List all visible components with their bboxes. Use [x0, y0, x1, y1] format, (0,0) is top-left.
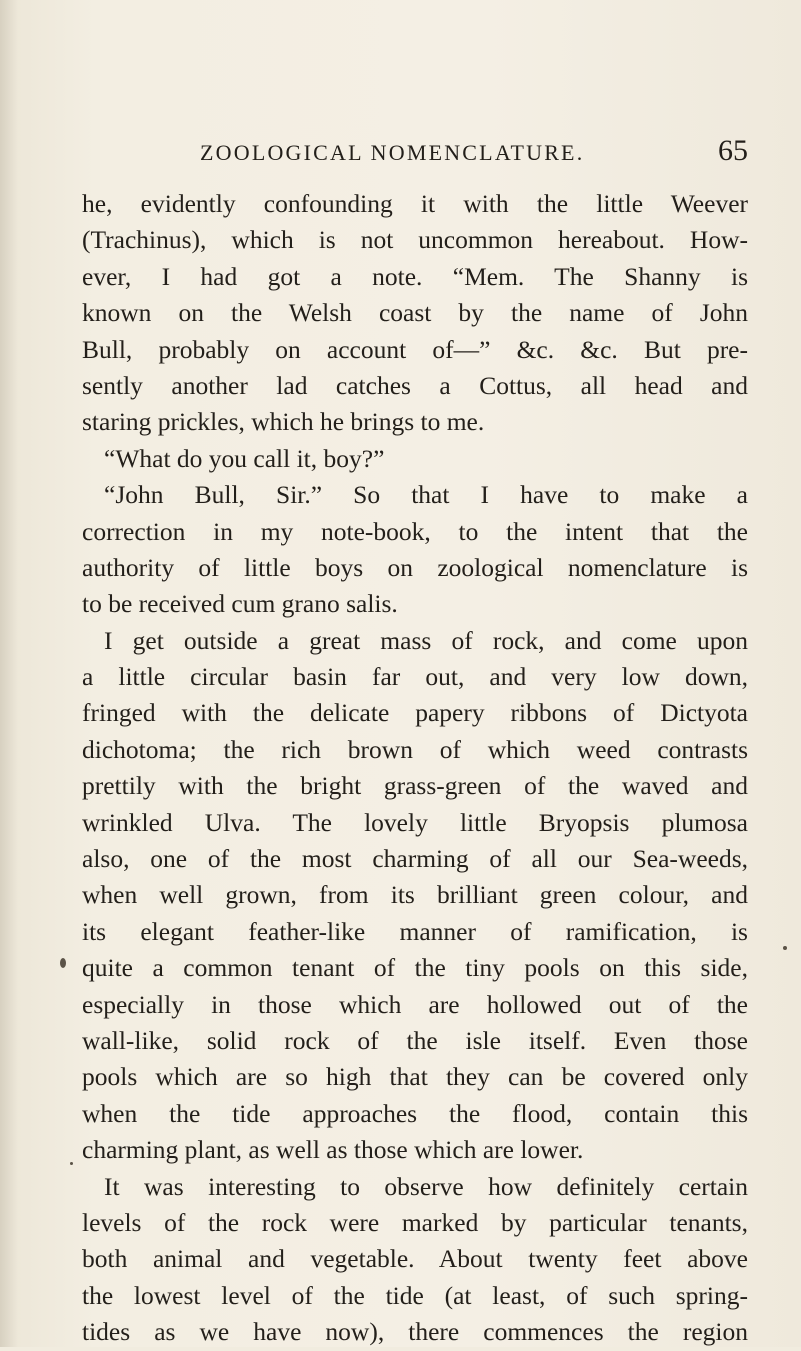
- text-line: charming plant, as well as those which are lower.: [82, 1135, 584, 1165]
- text-line: dichotoma; the rich brown of which weed contrasts: [82, 734, 748, 764]
- text-line: prettily with the bright grass-green of the waved and: [82, 771, 748, 801]
- text-line: especially in those which are hollowed out of the: [82, 989, 748, 1019]
- text-line: fringed with the delicate papery ribbons of Dictyota: [82, 698, 748, 728]
- text-line: wall-like, solid rock of the isle itself. Even those: [82, 1025, 748, 1055]
- print-speck: [60, 958, 66, 968]
- text-line: when well grown, from its brilliant green colour, and: [82, 880, 748, 910]
- text-line: tides as we have now), there commences the region: [82, 1317, 748, 1347]
- text-line: pools which are so high that they can be covered only: [82, 1062, 748, 1092]
- text-line: ever, I had got a note. “Mem. The Shanny is: [82, 261, 748, 291]
- text-line: a little circular basin far out, and very low down,: [82, 662, 748, 692]
- text-line: sently another lad catches a Cottus, all head and: [82, 370, 748, 400]
- text-line: to be received cum grano salis.: [82, 589, 398, 619]
- running-head-title: ZOOLOGICAL NOMENCLATURE.: [200, 140, 585, 165]
- text-line: both animal and vegetable. About twenty feet above: [82, 1244, 748, 1274]
- text-line: Bull, probably on account of—” &c. &c. But pre-: [82, 334, 748, 364]
- text-line: known on the Welsh coast by the name of John: [82, 298, 748, 328]
- text-line: authority of little boys on zoological nomenclature is: [82, 552, 748, 582]
- text-line: staring prickles, which he brings to me.: [82, 407, 485, 437]
- text-line: correction in my note-book, to the intent that the: [82, 516, 748, 546]
- text-line: wrinkled Ulva. The lovely little Bryopsis plumosa: [82, 807, 748, 837]
- text-line: “John Bull, Sir.” So that I have to make a: [104, 480, 748, 510]
- text-line: “What do you call it, boy?”: [104, 443, 385, 473]
- body-text: [82, 186, 748, 1351]
- text-line: (Trachinus), which is not uncommon hereabout. How-: [82, 225, 748, 255]
- text-line: its elegant feather-like manner of ramification, is: [82, 916, 748, 946]
- gutter-shadow: [0, 0, 18, 1347]
- running-head: [200, 136, 748, 170]
- text-line: also, one of the most charming of all our Sea-weeds,: [82, 844, 748, 874]
- text-line: he, evidently confounding it with the little Weever: [82, 189, 748, 218]
- print-speck: [70, 1162, 73, 1165]
- text-line: It was interesting to observe how definitely certain: [104, 1171, 748, 1201]
- text-line: levels of the rock were marked by particular tenants,: [82, 1207, 748, 1237]
- text-line: I get outside a great mass of rock, and come upon: [104, 625, 748, 655]
- text-line: the lowest level of the tide (at least, of such spring-: [82, 1280, 748, 1310]
- print-speck: [783, 946, 787, 950]
- text-line: quite a common tenant of the tiny pools on this side,: [82, 953, 748, 983]
- page-number: 65: [718, 134, 748, 167]
- text-line: when the tide approaches the flood, contain this: [82, 1098, 748, 1128]
